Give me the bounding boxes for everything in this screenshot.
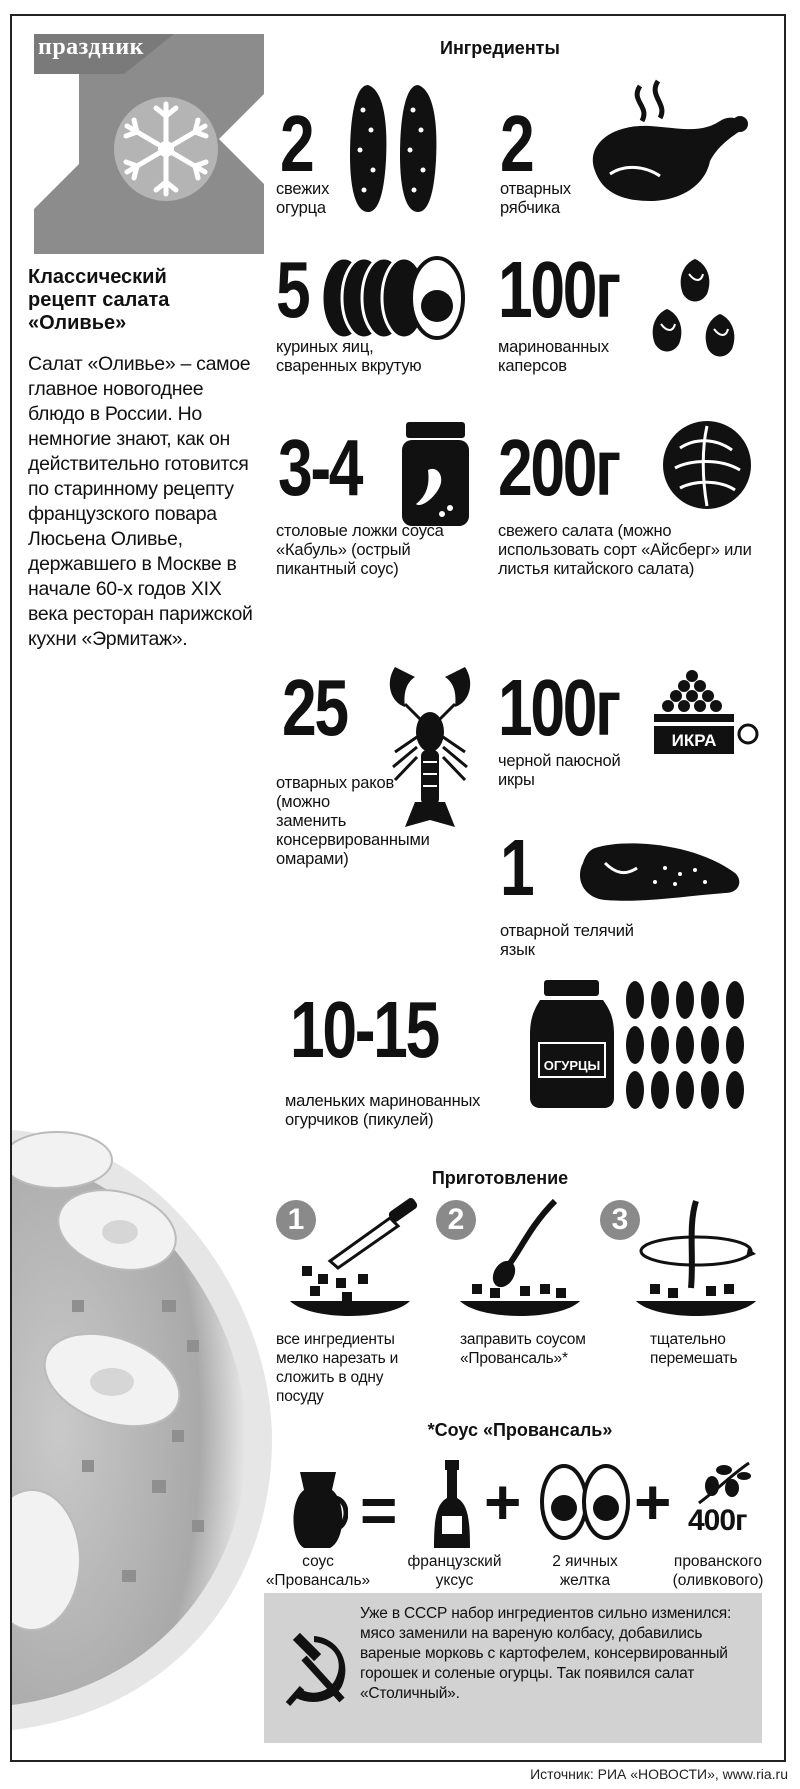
label-eggs: куриных яиц, сваренных вкрутую [276,338,422,375]
sauce-result-label: соус «Провансаль» [265,1553,371,1589]
qty-cucumbers: 2 [280,99,313,188]
hammer-sickle-icon [284,1628,354,1708]
step-2-number: 2 [436,1200,476,1240]
label-pickles: маленьких маринованных огурчиков (пикулей) [285,1092,481,1129]
qty-crayfish: 25 [282,663,347,752]
label-caviar: черной паюсной икры [498,752,621,789]
caviar-tin-text: ИКРА [671,731,717,750]
qty-sauce: 3-4 [278,423,362,512]
eggs-icon [322,256,467,341]
intro-text: Салат «Оливье» – самое главное новогоднее блюдо в России. Но немногие знают, как он действительно готовится по старинному рецепту французского повара Люсьена Оливье, державшего в Москве в начале 60-х годов XIX века ресторан парижской кухни «Эрмитаж». [28,353,253,650]
label-lettuce: свежего салата (можно использовать сорт «Айсберг» или листья китайского салата) [498,522,752,578]
step-1-label: все ингредиенты мелко нарезать и сложить в одну посуду [276,1331,399,1405]
capers-icon [645,254,745,374]
crayfish-icon [385,662,475,842]
plus-sign-2: + [634,1466,672,1538]
label-sauce: столовые ложки соуса «Кабуль» (острый пикантный соус) [276,522,444,578]
label-capers: маринованных каперсов [498,338,609,375]
source-credit: Источник: РИА «НОВОСТИ», www.ria.ru [530,1766,788,1782]
qty-bird: 2 [500,99,533,188]
oil-quantity: 400г [688,1504,747,1537]
pickle-jar-text: ОГУРЦЫ [543,1058,601,1073]
step-2-label: заправить соусом «Провансаль»* [460,1331,586,1367]
equals-sign: = [360,1474,398,1546]
recipe-title: Классический рецепт салата «Оливье» [28,266,170,334]
step-3-label: тщательно перемешать [650,1331,738,1367]
step-1-number: 1 [276,1200,316,1240]
qty-pickles: 10-15 [290,985,438,1074]
vinegar-label: французский уксус [407,1553,502,1589]
sauce-jar-icon [398,420,473,530]
label-crayfish: отварных раков (можно заменить консервированными омарами) [276,774,430,868]
label-cucumbers: свежих огурца [276,180,330,217]
stir-bowl-icon [636,1196,761,1321]
vinegar-bottle-icon [432,1460,472,1550]
qty-capers: 100г [498,245,619,334]
qty-tongue: 1 [500,823,533,912]
preparation-heading: Приготовление [431,1168,569,1188]
label-bird: отварных рябчика [500,180,571,217]
caviar-tin-icon [650,666,760,756]
qty-lettuce: 200г [498,423,619,512]
qty-caviar: 100г [498,663,619,752]
label-tongue: отварной телячий язык [500,922,634,959]
holiday-logo [34,34,264,254]
section-tag: праздник [38,34,145,60]
ingredients-heading: Ингредиенты [440,38,560,58]
olive-branch-icon [694,1458,754,1508]
salad-bowl-illustration [12,1100,292,1740]
tongue-icon [575,838,745,908]
roast-bird-icon [580,76,755,211]
sauce-heading: *Соус «Провансаль» [427,1420,613,1440]
qty-eggs: 5 [276,245,309,334]
step-3-number: 3 [600,1200,640,1240]
sauce-jug-icon [288,1470,348,1550]
oil-label: прованского (оливкового) [672,1553,764,1589]
plus-sign-1: + [484,1466,522,1538]
pickle-jar-icon [530,980,760,1110]
note-text: Уже в СССР набор ингредиентов сильно изменился: мясо заменили на вареную колбасу, добавились вареные морковь с картофелем, консервированный горошек и соленые огурцы. Так появился салат «Столичный». [360,1605,732,1702]
yolks-label: 2 яичных желтка [552,1553,618,1589]
spoon-bowl-icon [460,1196,590,1321]
knife-bowl-icon [290,1196,420,1321]
yolks-icon [540,1462,630,1542]
lettuce-icon [660,418,755,513]
